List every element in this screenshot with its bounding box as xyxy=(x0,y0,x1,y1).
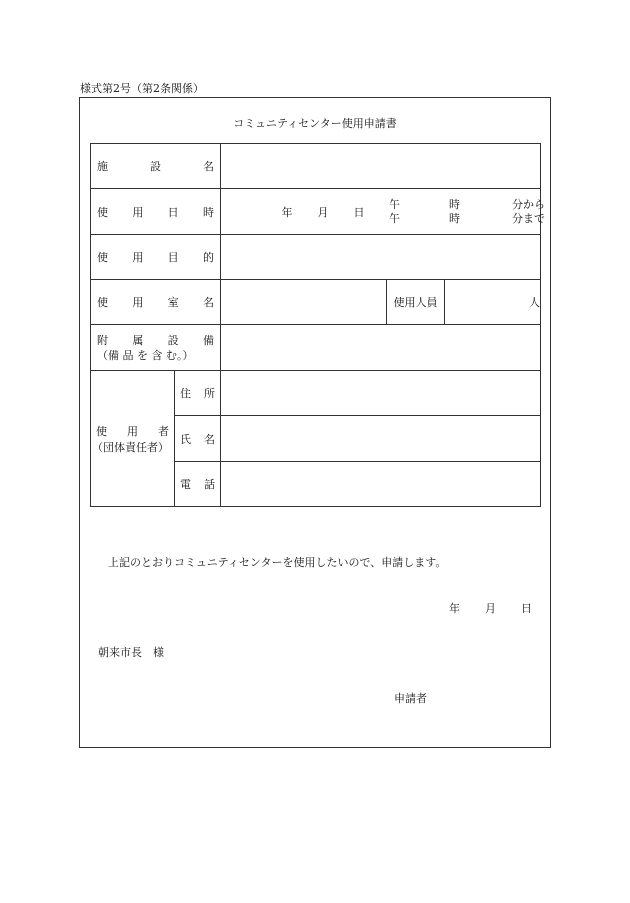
field-usage-datetime[interactable] xyxy=(221,189,545,235)
label-address: 住 所 xyxy=(175,371,221,416)
label-people: 使用人員 xyxy=(387,280,445,325)
field-room[interactable] xyxy=(221,280,387,325)
label-room: 使 用 室 名 xyxy=(91,280,221,325)
application-table xyxy=(90,143,545,507)
form-number: 様式第2号（第2条関係） xyxy=(80,82,204,95)
applicant-label: 申請者 xyxy=(394,692,427,705)
row-purpose xyxy=(91,235,541,280)
field-name[interactable] xyxy=(221,416,541,462)
label-purpose: 使 用 目 的 xyxy=(91,235,221,280)
application-form-frame xyxy=(79,97,551,748)
row-facility xyxy=(91,144,541,189)
application-date[interactable]: 年 月 日 xyxy=(449,602,532,615)
people-unit: 人 xyxy=(529,296,541,309)
usage-date: 年 月 日 xyxy=(281,205,365,219)
field-phone[interactable] xyxy=(221,462,541,507)
field-address[interactable] xyxy=(221,371,541,416)
field-equipment[interactable] xyxy=(221,325,541,371)
field-purpose[interactable] xyxy=(221,235,541,280)
label-user: 使 用 者 （団体責任者） xyxy=(91,371,175,507)
field-facility[interactable] xyxy=(221,144,541,189)
label-equipment: 附 属 設 備 （備 品 を 含 む。） xyxy=(91,325,221,371)
field-people[interactable] xyxy=(445,280,541,325)
addressee: 朝来市長 様 xyxy=(98,646,164,659)
label-name: 氏 名 xyxy=(175,416,221,462)
usage-time-range: 午 時 分から 午 時 分まで xyxy=(389,197,545,225)
row-address xyxy=(91,371,541,416)
row-room xyxy=(91,280,541,325)
application-statement: 上記のとおりコミュニティセンターを使用したいので、申請します。 xyxy=(108,556,447,569)
row-equipment xyxy=(91,325,541,371)
form-title: コミュニティセンター使用申請書 xyxy=(233,117,397,130)
row-usage-datetime xyxy=(91,189,541,235)
label-facility: 施 設 名 xyxy=(91,144,221,189)
label-phone: 電 話 xyxy=(175,462,221,507)
label-usage-datetime: 使 用 日 時 xyxy=(91,189,221,235)
